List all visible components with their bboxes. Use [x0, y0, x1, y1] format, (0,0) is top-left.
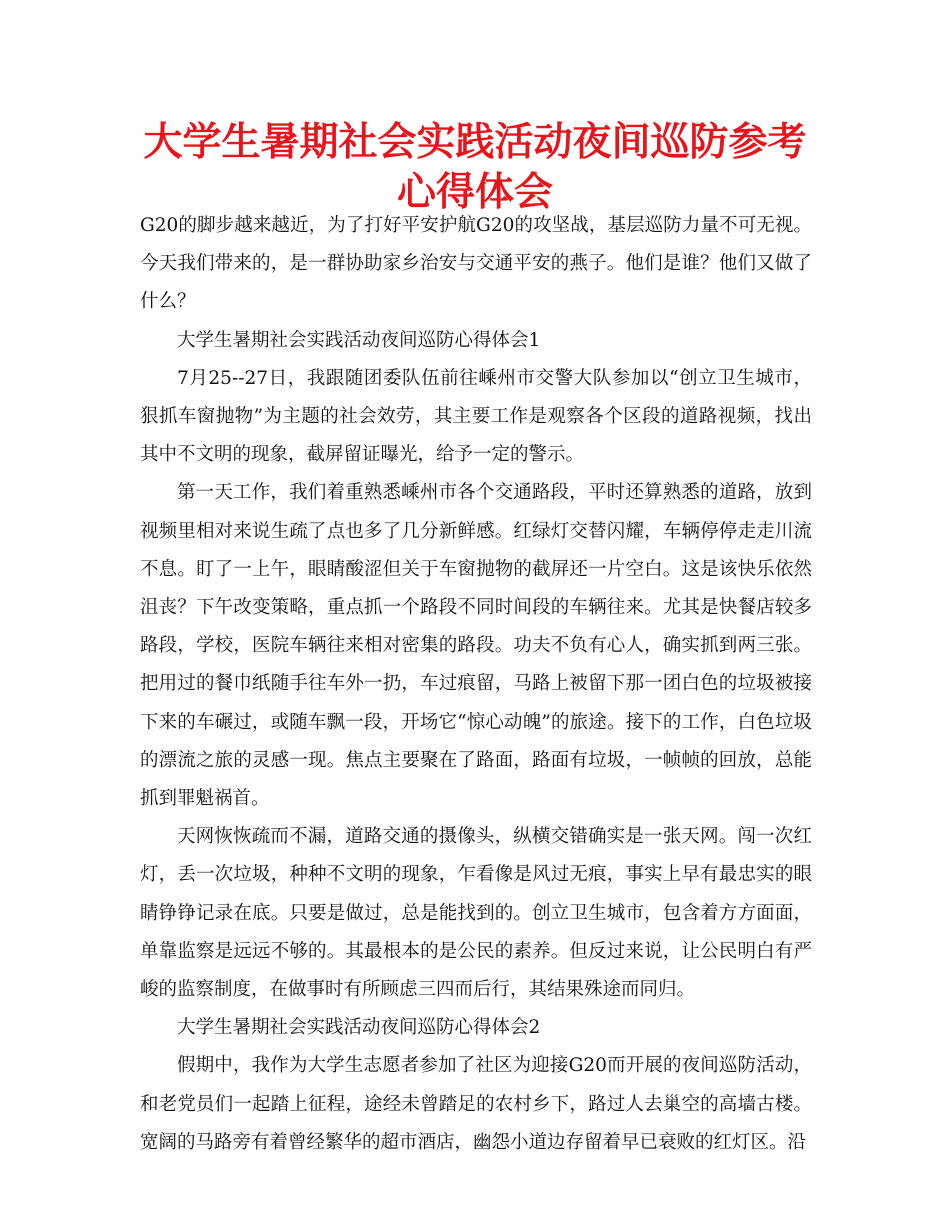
- body-paragraph: 天网恢恢疏而不漏，道路交通的摄像头，纵横交错确实是一张天网。闯一次红灯，丢一次垃圾，种种不文明的现象，乍看像是风过无痕，事实上早有最忠实的眼睛铮铮记录在底。只要是做过，总是能找到的。创立卫生城市，包含着方方面面，单靠监察是远远不够的。其最根本的是公民的素养。但反过来说，让公民明白有严峻的监察制度，在做事时有所顾虑三四而后行，其结果殊途而同归。: [140, 826, 812, 1001]
- document-body: [140, 207, 812, 1162]
- body-paragraph: 7月25--27日，我跟随团委队伍前往嵊州市交警大队参加以“创立卫生城市，狠抓车窗抛物”为主题的社会效劳，其主要工作是观察各个区段的道路视频，找出其中不文明的现象，截屏留证曝光，给予一定的警示。: [140, 367, 812, 466]
- body-paragraph: 第一天工作，我们着重熟悉嵊州市各个交通路段，平时还算熟悉的道路，放到视频里相对来说生疏了点也多了几分新鲜感。红绿灯交替闪耀，车辆停停走走川流不息。盯了一上午，眼睛酸涩但关于车窗抛物的截屏还一片空白。这是该快乐依然沮丧？下午改变策略，重点抓一个路段不同时间段的车辆往来。尤其是快餐店较多路段，学校，医院车辆往来相对密集的路段。功夫不负有心人，确实抓到两三张。把用过的餐巾纸随手往车外一扔，车过痕留，马路上被留下那一团白色的垃圾被接下来的车碾过，或随车飘一段，开场它“惊心动魄”的旅途。接下的工作，白色垃圾的漂流之旅的灵感一现。焦点主要聚在了路面，路面有垃圾，一帧帧的回放，总能抓到罪魁祸首。: [140, 482, 812, 810]
- section-heading-1: 大学生暑期社会实践活动夜间巡防心得体会1: [177, 329, 541, 351]
- section-heading-2: 大学生暑期社会实践活动夜间巡防心得体会2: [177, 1017, 541, 1039]
- intro-paragraph: G20的脚步越来越近，为了打好平安护航G20的攻坚战，基层巡防力量不可无视。今天我们带来的，是一群协助家乡治安与交通平安的燕子。他们是谁？他们又做了什么？: [140, 215, 812, 313]
- document-title: 大学生暑期社会实践活动夜间巡防参考心得体会: [143, 120, 807, 215]
- body-paragraph: 假期中，我作为大学生志愿者参加了社区为迎接G20而开展的夜间巡防活动，和老党员们一起踏上征程，途经未曾踏足的农村乡下，路过人去巢空的高墙古楼。宽阔的马路旁有着曾经繁华的超市酒店，幽怨小道边存留着早已衰败的红灯区。沿: [140, 1055, 812, 1153]
